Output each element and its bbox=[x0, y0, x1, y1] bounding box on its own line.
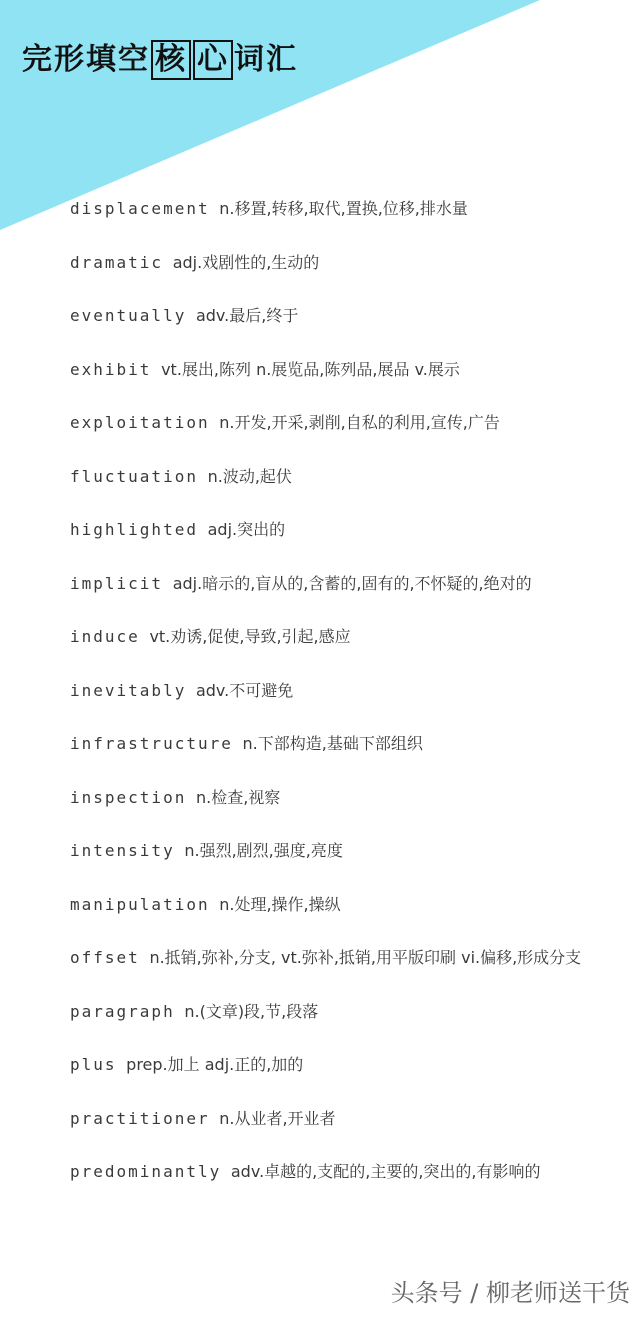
vocab-word: dramatic bbox=[70, 252, 164, 272]
title-tail: 词汇 bbox=[234, 42, 298, 77]
vocab-gloss: n.强烈,剧烈,强度,亮度 bbox=[184, 841, 343, 860]
title-plain: 完形填空 bbox=[22, 42, 150, 77]
vocab-word: infrastructure bbox=[70, 734, 233, 753]
vocab-word: manipulation bbox=[70, 894, 210, 914]
vocab-gloss: n.从业者,开业者 bbox=[219, 1108, 336, 1128]
title-boxed-char: 心 bbox=[193, 40, 233, 80]
vocab-entry bbox=[30, 999, 610, 1025]
vocab-gloss: n.波动,起伏 bbox=[207, 466, 292, 486]
vocab-entry bbox=[30, 250, 610, 276]
vocab-gloss: n.处理,操作,操纵 bbox=[219, 894, 341, 914]
vocab-word: offset bbox=[70, 948, 140, 967]
vocab-gloss: vt.展出,陈列 n.展览品,陈列品,展品 v.展示 bbox=[161, 359, 460, 379]
vocab-gloss: n.(文章)段,节,段落 bbox=[184, 1001, 319, 1021]
vocab-gloss: n.检查,视察 bbox=[195, 787, 281, 807]
vocab-gloss: n.下部构造,基础下部组织 bbox=[242, 734, 423, 753]
vocab-entry bbox=[30, 892, 610, 918]
vocab-word: fluctuation bbox=[70, 466, 198, 486]
vocab-entry bbox=[30, 303, 610, 329]
vocab-word: induce bbox=[70, 627, 140, 646]
vocab-gloss: adj.突出的 bbox=[207, 520, 286, 539]
vocab-entry bbox=[30, 571, 610, 597]
vocab-entry bbox=[30, 464, 610, 490]
page-title bbox=[22, 34, 298, 80]
vocab-entry bbox=[30, 624, 610, 650]
vocab-entry bbox=[30, 1052, 610, 1078]
vocab-entry bbox=[30, 785, 610, 811]
vocab-gloss: adv.卓越的,支配的,主要的,突出的,有影响的 bbox=[230, 1162, 541, 1181]
vocab-gloss: n.移置,转移,取代,置换,位移,排水量 bbox=[219, 199, 468, 218]
vocab-gloss: n.开发,开采,剥削,自私的利用,宣传,广告 bbox=[219, 413, 500, 432]
vocab-entry bbox=[30, 1159, 610, 1185]
vocab-word: displacement bbox=[70, 199, 210, 218]
vocab-word: highlighted bbox=[70, 520, 198, 539]
vocab-entry bbox=[30, 678, 610, 704]
vocab-word: exploitation bbox=[70, 413, 210, 432]
vocab-entry bbox=[30, 731, 610, 757]
vocab-entry bbox=[30, 838, 610, 864]
vocab-word: predominantly bbox=[70, 1162, 222, 1181]
vocab-word: inevitably bbox=[70, 680, 187, 700]
vocab-gloss: prep.加上 adj.正的,加的 bbox=[126, 1055, 304, 1074]
vocab-gloss: adj.戏剧性的,生动的 bbox=[172, 252, 320, 272]
vocabulary-list bbox=[30, 196, 610, 1213]
vocab-entry bbox=[30, 410, 610, 436]
vocab-entry bbox=[30, 517, 610, 543]
vocab-gloss: n.抵销,弥补,分支, vt.弥补,抵销,用平版印刷 vi.偏移,形成分支 bbox=[149, 948, 582, 967]
vocab-gloss: vt.劝诱,促使,导致,引起,感应 bbox=[149, 627, 351, 646]
vocab-word: practitioner bbox=[70, 1108, 210, 1128]
vocab-entry bbox=[30, 357, 610, 383]
vocab-gloss: adv.最后,终于 bbox=[195, 306, 299, 325]
title-boxed-char: 核 bbox=[151, 40, 191, 80]
vocab-word: implicit bbox=[70, 573, 164, 593]
source-watermark: 头条号 / 柳老师送干货 bbox=[390, 1279, 630, 1307]
vocab-word: paragraph bbox=[70, 1001, 175, 1021]
vocab-gloss: adj.暗示的,盲从的,含蓄的,固有的,不怀疑的,绝对的 bbox=[172, 573, 532, 593]
vocab-word: exhibit bbox=[70, 359, 152, 379]
vocab-word: intensity bbox=[70, 841, 175, 860]
vocab-entry bbox=[30, 196, 610, 222]
vocab-word: plus bbox=[70, 1055, 117, 1074]
vocab-entry bbox=[30, 945, 610, 971]
vocab-word: inspection bbox=[70, 787, 187, 807]
vocab-entry bbox=[30, 1106, 610, 1132]
vocab-gloss: adv.不可避免 bbox=[195, 680, 294, 700]
vocab-word: eventually bbox=[70, 306, 187, 325]
